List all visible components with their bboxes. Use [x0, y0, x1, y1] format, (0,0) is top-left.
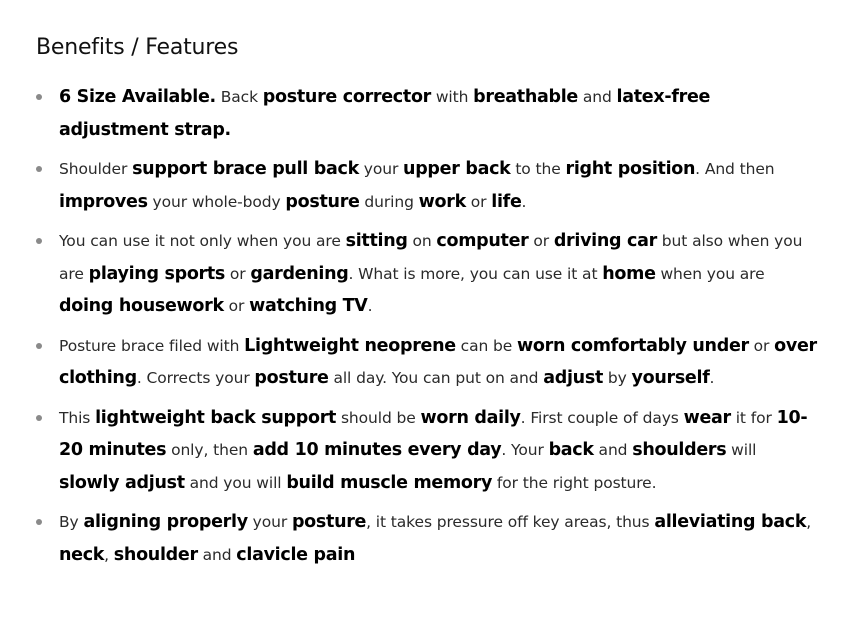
feature-emphasis: neck [59, 544, 105, 565]
feature-emphasis: upper back [403, 159, 511, 179]
feature-text: to the [510, 160, 566, 178]
feature-item [36, 506, 821, 571]
bullet-dot-icon [36, 343, 42, 349]
feature-text: . [709, 369, 715, 387]
feature-text: or [748, 336, 775, 355]
feature-emphasis: posture [291, 512, 367, 532]
feature-text: You can use it not only when you are [59, 232, 346, 250]
feature-emphasis: life [491, 191, 522, 212]
feature-text: . Corrects your [136, 369, 255, 387]
feature-emphasis: shoulders [632, 440, 727, 460]
feature-emphasis: alleviating back [654, 512, 807, 532]
feature-emphasis: improves [59, 191, 148, 212]
feature-text: or [223, 297, 250, 315]
feature-emphasis: latex-free adjustment strap. [59, 87, 711, 140]
feature-emphasis: 10-20 minutes [59, 407, 808, 460]
feature-emphasis: aligning properly [83, 512, 248, 532]
feature-emphasis: watching TV [249, 296, 368, 316]
feature-text: and you will [184, 473, 287, 492]
feature-emphasis: support brace pull back [132, 159, 359, 179]
feature-text: on [407, 232, 437, 250]
feature-text: by [603, 369, 632, 387]
feature-emphasis: computer [436, 231, 529, 251]
feature-emphasis: build muscle memory [286, 472, 493, 493]
feature-emphasis: right position [565, 159, 696, 179]
feature-emphasis: posture corrector [262, 87, 431, 107]
feature-emphasis: home [602, 263, 656, 284]
feature-emphasis: worn daily [420, 407, 521, 428]
feature-text: it for [730, 408, 777, 427]
feature-text: This [59, 408, 96, 427]
feature-text: Posture brace filed with [59, 336, 245, 355]
feature-emphasis: slowly adjust [59, 472, 185, 493]
feature-text: your whole-body [147, 192, 286, 211]
feature-emphasis: lightweight back support [95, 407, 337, 428]
feature-text: , [104, 545, 114, 564]
bullet-dot-icon [36, 166, 42, 172]
feature-text: can be [455, 336, 518, 355]
feature-text: . First couple of days [520, 408, 684, 427]
feature-text: Back [215, 88, 263, 106]
feature-text: during [359, 192, 419, 211]
feature-text: . And then [695, 160, 775, 178]
feature-text: will [726, 441, 757, 459]
feature-text: . Your [501, 441, 549, 459]
feature-emphasis: shoulder [113, 544, 198, 565]
feature-text: with [431, 88, 474, 106]
bullet-dot-icon [36, 94, 42, 100]
bullet-dot-icon [36, 519, 42, 525]
feature-emphasis: sitting [345, 231, 408, 251]
feature-list [36, 81, 821, 571]
feature-emphasis: worn comfortably under [517, 335, 749, 356]
feature-emphasis: breathable [473, 87, 579, 107]
feature-emphasis: add 10 minutes every day [252, 440, 502, 460]
feature-emphasis: posture [254, 368, 329, 388]
feature-emphasis: playing sports [88, 263, 226, 284]
feature-text: . What is more, you can use it at [348, 264, 603, 283]
feature-text: Shoulder [59, 160, 133, 178]
feature-text: and [578, 88, 617, 106]
feature-emphasis: over clothing [59, 335, 817, 388]
feature-text: or [528, 232, 554, 250]
feature-text: but also when you are [59, 232, 803, 283]
feature-emphasis: 6 Size Available. [59, 87, 216, 107]
feature-emphasis: driving car [553, 231, 657, 251]
feature-text: , it takes pressure off key areas, thus [366, 513, 655, 531]
feature-text: , [806, 513, 812, 531]
feature-emphasis: yourself [631, 368, 710, 388]
bullet-dot-icon [36, 415, 42, 421]
bullet-dot-icon [36, 238, 42, 244]
feature-text: should be [336, 408, 421, 427]
feature-text: or [225, 264, 251, 283]
feature-emphasis: doing housework [59, 296, 224, 316]
feature-text: your [358, 160, 404, 178]
feature-text: only, then [166, 441, 253, 459]
feature-emphasis: adjust [543, 368, 604, 388]
feature-emphasis: clavicle pain [236, 544, 356, 565]
feature-emphasis: work [418, 191, 466, 212]
feature-text: By [59, 513, 84, 531]
feature-emphasis: gardening [250, 263, 349, 284]
feature-text: . [367, 297, 373, 315]
feature-item [36, 330, 821, 395]
feature-emphasis: Lightweight neoprene [244, 335, 456, 356]
feature-text: and [593, 441, 633, 459]
feature-emphasis: wear [683, 407, 731, 428]
feature-emphasis: back [548, 440, 594, 460]
feature-emphasis: posture [285, 191, 360, 212]
feature-text: . [521, 192, 527, 211]
feature-text: for the right posture. [492, 473, 657, 492]
feature-text: all day. You can put on and [328, 369, 544, 387]
feature-text: when you are [655, 264, 765, 283]
feature-item [36, 153, 821, 218]
section-heading: Benefits / Features [36, 35, 239, 60]
feature-item [36, 402, 821, 500]
feature-text: and [197, 545, 237, 564]
feature-item [36, 81, 821, 146]
feature-item [36, 225, 821, 323]
feature-text: or [465, 192, 492, 211]
feature-text: your [247, 513, 292, 531]
